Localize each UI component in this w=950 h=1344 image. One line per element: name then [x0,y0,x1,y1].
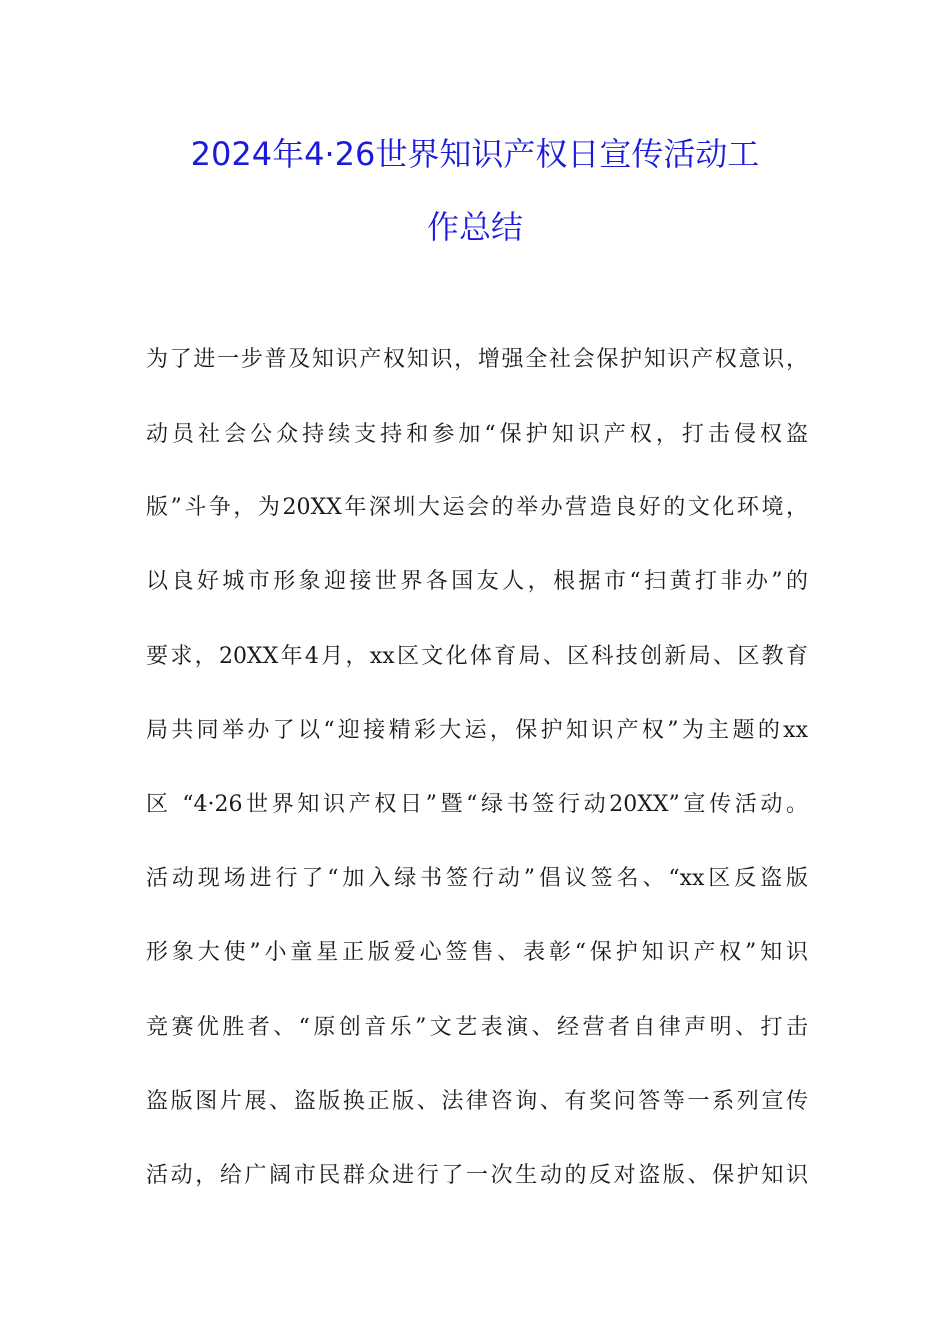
body-line-1: 为了进一步普及知识产权知识，增强全社会保护知识产权意识， [146,347,808,372]
body-line-4: 以良好城市形象迎接世界各国友人，根据市“扫黄打非办”的 [146,569,808,594]
body-line-11: 盗版图片展、盗版换正版、法律咨询、有奖问答等一系列宣传 [146,1089,808,1114]
body-line-9: 形象大使”小童星正版爱心签售、表彰“保护知识产权”知识 [146,940,808,965]
document-title-line-2: 作总结 [426,208,523,246]
body-line-12: 活动，给广阔市民群众进行了一次生动的反对盗版、保护知识 [146,1163,808,1188]
document-title-line-1: 2024年4·26世界知识产权日宣传活动工 [190,135,760,173]
body-line-5: 要求，20XX年4月，xx区文化体育局、区科技创新局、区教育 [146,644,808,669]
body-line-8: 活动现场进行了“加入绿书签行动”倡议签名、“xx区反盗版 [146,866,808,891]
body-line-6: 局共同举办了以“迎接精彩大运，保护知识产权”为主题的xx [146,718,808,743]
body-line-3: 版”斗争，为20XX年深圳大运会的举办营造良好的文化环境， [146,495,808,520]
body-line-2: 动员社会公众持续支持和参加“保护知识产权，打击侵权盗 [146,422,808,447]
body-line-7: 区 “4·26世界知识产权日”暨“绿书签行动20XX”宣传活动。 [146,792,808,817]
body-line-10: 竞赛优胜者、“原创音乐”文艺表演、经营者自律声明、打击 [146,1015,808,1040]
